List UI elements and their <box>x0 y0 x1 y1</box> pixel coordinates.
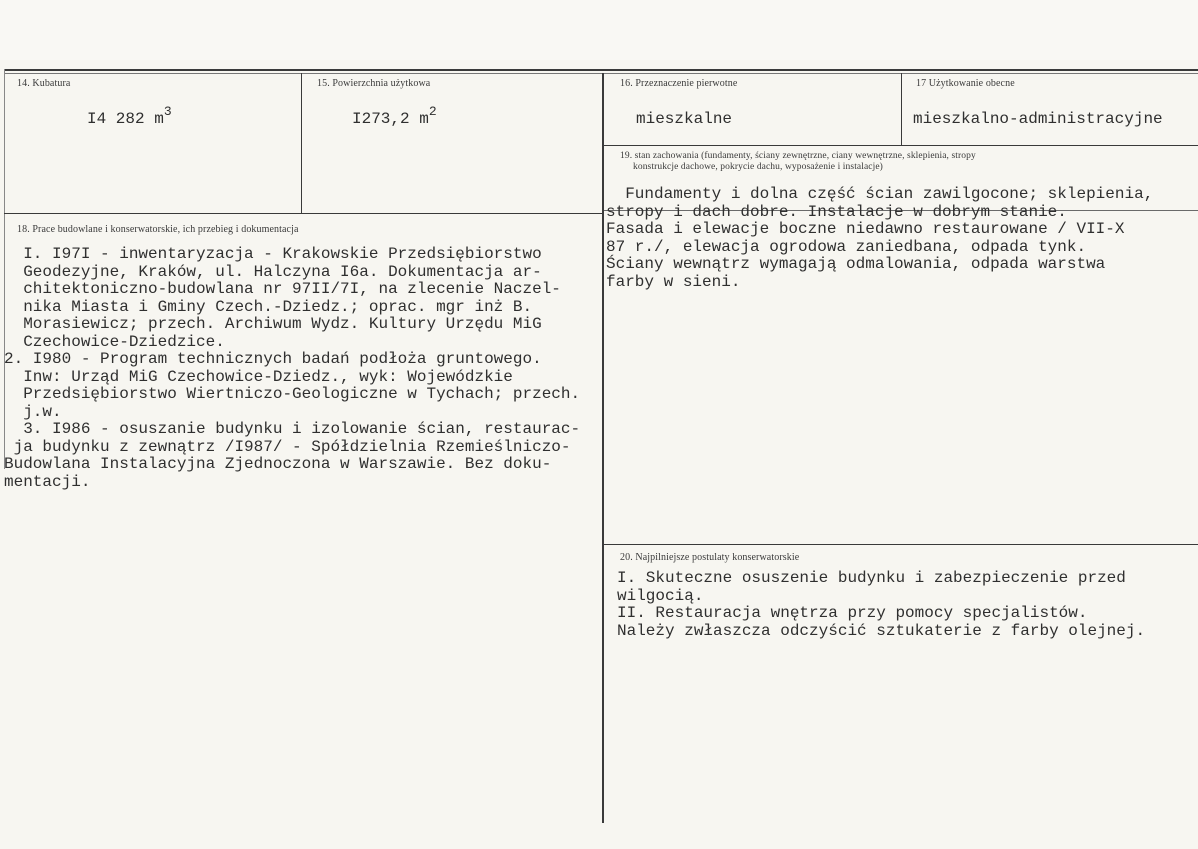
prace-label: 18. Prace budowlane i konserwatorskie, ich przebieg i dokumentacja <box>17 224 299 235</box>
stan-line: stropy i dach dobre. Instalacje w dobrym stanie. <box>606 202 1067 221</box>
postulaty-label: 20. Najpilniejsze postulaty konserwatorskie <box>620 552 800 563</box>
powierzchnia-number: I273,2 m <box>352 110 429 128</box>
top-margin <box>0 0 1198 60</box>
powierzchnia-label: 15. Powierzchnia użytkowa <box>317 78 431 89</box>
powierzchnia-value <box>352 104 437 129</box>
prace-line: j.w. <box>4 402 62 421</box>
stan-label-line1: 19. stan zachowania (fundamenty, ściany zewnętrzne, ciany wewnętrzne, sklepienia, stropy <box>620 151 976 161</box>
prace-line: chitektoniczno-budowlana nr 97II/7I, na zlecenie Naczel- <box>4 280 561 298</box>
postulaty-line: I. Skuteczne osuszenie budynku i zabezpieczenie przed <box>617 569 1126 587</box>
stan-line: farby w sieni. <box>606 272 741 291</box>
prace-line: mentacji. <box>4 472 91 491</box>
prace-line: 2. I980 - Program technicznych badań podłoża gruntowego. <box>4 350 542 368</box>
postulaty-line: wilgocią. <box>617 586 704 605</box>
prace-line: I. I97I - inwentaryzacja - Krakowskie Przedsiębiorstwo <box>4 245 542 263</box>
top-rule-thin <box>4 73 1198 74</box>
stan-text <box>606 186 1153 291</box>
stan-line: Ściany wewnątrz wymagają odmalowania, odpada warstwa <box>606 255 1106 273</box>
kubatura-value <box>87 104 172 129</box>
kubatura-unit-exponent: 3 <box>163 104 172 119</box>
postulaty-line: II. Restauracja wnętrza przy pomocy specjalistów. <box>617 604 1088 622</box>
prace-line: Morasiewicz; przech. Archiwum Wydz. Kultury Urzędu MiG <box>4 315 542 333</box>
rule-right-row3 <box>604 544 1198 545</box>
kubatura-number: I4 282 m <box>87 110 164 128</box>
divider-16-17 <box>901 73 902 145</box>
prace-line: Budowlana Instalacyjna Zjednoczona w Warszawie. Bez doku- <box>4 455 552 473</box>
prace-line: Inw: Urząd MiG Czechowice-Dziedz., wyk: Wojewódzkie <box>4 367 513 386</box>
przeznaczenie-value: mieszkalne <box>636 110 733 128</box>
stan-line: Fundamenty i dolna część ścian zawilgocone; sklepienia, <box>606 185 1154 203</box>
postulaty-line: Należy zwłaszcza odczyścić sztukaterie z farby olejnej. <box>617 621 1146 640</box>
prace-line: Przedsiębiorstwo Wiertniczo-Geologiczne w Tychach; przech. <box>4 385 581 403</box>
postulaty-text <box>617 570 1145 640</box>
rule-left-row1 <box>4 213 602 214</box>
divider-14-15 <box>301 73 302 213</box>
prace-line: Czechowice-Dziedzice. <box>4 332 225 351</box>
top-rule <box>4 69 1198 71</box>
prace-line: ja budynku z zewnątrz /I987/ - Spółdzielnia Rzemieślniczo- <box>4 437 571 456</box>
stan-line: Fasada i elewacje boczne niedawno restaurowane / VII-X <box>606 220 1125 238</box>
prace-line: 3. I986 - osuszanie budynku i izolowanie ścian, restaurac- <box>4 420 581 438</box>
powierzchnia-unit-exponent: 2 <box>428 104 437 119</box>
prace-line: Geodezyjne, Kraków, ul. Halczyna I6a. Dokumentacja ar- <box>4 262 542 281</box>
center-divider <box>602 73 604 823</box>
uzytkowanie-label: 17 Użytkowanie obecne <box>916 78 1015 89</box>
kubatura-label: 14. Kubatura <box>17 78 71 89</box>
prace-line: nika Miasta i Gminy Czech.-Dziedz.; oprac. mgr inż B. <box>4 297 533 316</box>
rule-right-row1 <box>604 145 1198 146</box>
uzytkowanie-value: mieszkalno-administracyjne <box>913 110 1163 128</box>
prace-text <box>4 246 580 491</box>
przeznaczenie-label: 16. Przeznaczenie pierwotne <box>620 78 738 89</box>
stan-line: 87 r./, elewacja ogrodowa zaniedbana, odpada tynk. <box>606 237 1087 256</box>
stan-label-line2: konstrukcje dachowe, pokrycie dachu, wyposażenie i instalacje) <box>633 162 883 172</box>
